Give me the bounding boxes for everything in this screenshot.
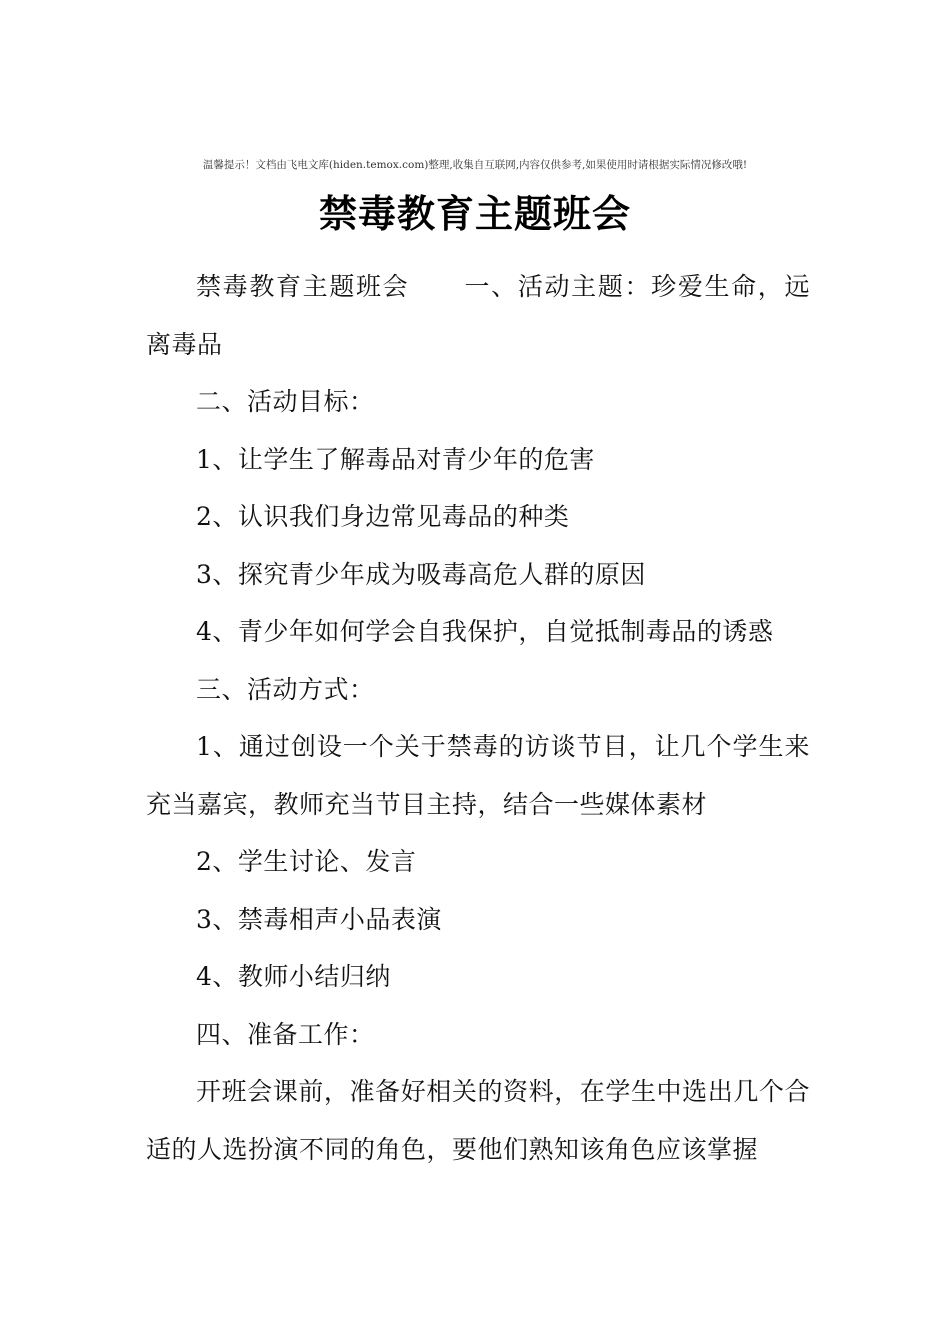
goal-item: 3、探究青少年成为吸毒高危人群的原因: [196, 559, 646, 589]
intro-label: 禁毒教育主题班会: [196, 272, 410, 301]
goal-item: 4、青少年如何学会自我保护，自觉抵制毒品的诱惑: [196, 617, 774, 646]
intro-paragraph: [146, 258, 810, 373]
method-item: 4、教师小结归纳: [196, 962, 391, 991]
method-item: 3、禁毒相声小品表演: [196, 904, 442, 934]
document-title: 禁毒教育主题班会: [318, 191, 631, 236]
goal-item: 2、认识我们身边常见毒品的种类: [196, 502, 570, 531]
prep-paragraph: 开班会课前，准备好相关的资料，在学生中选出几个合适的人选扮演不同的角色，要他们熟知该角色应该掌握: [146, 1077, 810, 1164]
header-note: 温馨提示！文档由飞电文库(hiden.temox.com)整理,收集自互联网,内容仅供参考,如果使用时请根据实际情况修改哦!: [202, 159, 748, 171]
goals-heading: 二、活动目标：: [196, 387, 375, 416]
goal-item: 1、让学生了解毒品对青少年的危害: [196, 444, 595, 474]
prep-heading: 四、准备工作：: [196, 1019, 375, 1049]
methods-heading: 三、活动方式：: [196, 674, 375, 704]
method-item: 2、学生讨论、发言: [196, 847, 417, 876]
document-body: [146, 258, 810, 1178]
intro-theme: 一、活动主题：珍爱生命，远离毒品: [146, 272, 810, 359]
method-item: 1、通过创设一个关于禁毒的访谈节目，让几个学生来充当嘉宾，教师充当节目主持，结合一些媒体素材: [146, 732, 810, 819]
